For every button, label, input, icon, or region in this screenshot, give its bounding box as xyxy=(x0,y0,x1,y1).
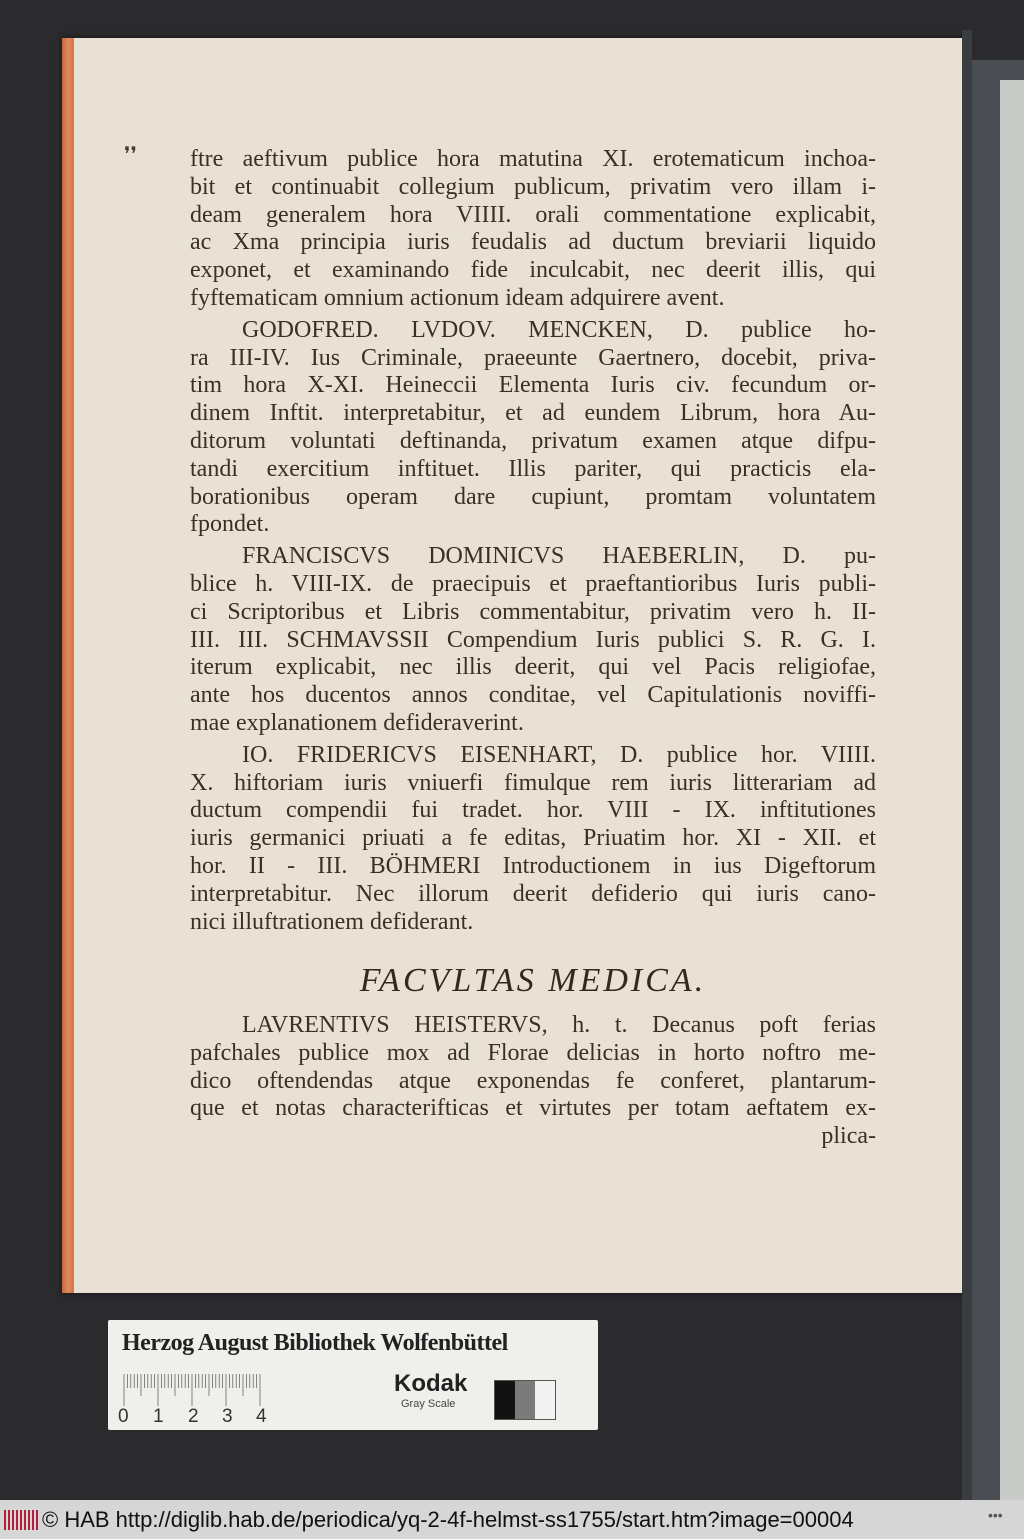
text-line: mae explanationem defideraverint. xyxy=(190,709,524,736)
text-line: tim hora X-XI. Heineccii Elementa Iuris civ. fecundum or- xyxy=(190,372,876,399)
text-line: ci Scriptoribus et Libris commentabitur, privatim vero h. II- xyxy=(190,598,876,625)
text-line: III. III. SCHMAVSSII Compendium Iuris publici S. R. G. I. xyxy=(190,626,876,653)
ruler-number: 3 xyxy=(222,1406,233,1427)
text-line: fyftematicam omnium actionum ideam adquirere avent. xyxy=(190,284,725,311)
page-edge xyxy=(62,38,74,1293)
footer-link[interactable]: © HAB http://diglib.hab.de/periodica/yq-2-4f-helmst-ss1755/start.htm?image=00004 xyxy=(42,1507,854,1532)
text-line: blice h. VIII-IX. de praecipuis et praeftantioribus Iuris publi- xyxy=(190,570,876,597)
text-line: nici illuftrationem defiderant. xyxy=(190,908,474,935)
gray-swatch xyxy=(494,1380,556,1420)
text-line: IO. FRIDERICVS EISENHART, D. publice hor. VIIII. xyxy=(242,741,876,768)
text-line: iuris germanici priuati a fe editas, Priuatim hor. XI - XII. et xyxy=(190,825,876,852)
text-line: tandi exercitium inftituet. Illis pariter, qui practicis ela- xyxy=(190,455,876,482)
text-line: fpondet. xyxy=(190,511,270,538)
text-line: hor. II - III. BÖHMERI Introductionem in ius Digeftorum xyxy=(190,852,876,879)
adjacent-page-edge xyxy=(1000,80,1024,1500)
ruler-number: 1 xyxy=(153,1406,164,1427)
more-icon[interactable]: ••• xyxy=(988,1507,1003,1523)
text-line: FRANCISCVS DOMINICVS HAEBERLIN, D. pu- xyxy=(242,543,876,570)
text-line: borationibus operam dare cupiunt, promtam voluntatem xyxy=(190,483,876,510)
text-line: ditorum voluntati deftinanda, privatum examen atque difpu- xyxy=(190,427,876,454)
text-line: ante hos ducentos annos conditae, vel Capitulationis noviffi- xyxy=(190,682,876,709)
text-line: ductum compendii fui tradet. hor. VIII - IX. inftitutiones xyxy=(190,797,876,824)
kodak-logo: Kodak xyxy=(394,1370,468,1397)
text-line: dico oftendendas atque exponendas fe conferet, plantarum- xyxy=(190,1067,876,1094)
swatch-white xyxy=(535,1381,555,1419)
ruler-number: 2 xyxy=(188,1406,199,1427)
text-line: que et notas characterifticas et virtutes per totam aeftatem ex- xyxy=(190,1095,876,1122)
swatch-gray xyxy=(515,1381,535,1419)
footer-bar xyxy=(0,1500,1024,1539)
body-text-medica xyxy=(190,1012,876,1151)
ruler-scale xyxy=(122,1374,262,1408)
catchword: plica- xyxy=(821,1123,876,1150)
ruler-number: 0 xyxy=(118,1406,129,1427)
ruler-number: 4 xyxy=(256,1406,267,1427)
text-line: pafchales publice mox ad Florae delicias in horto noftro me- xyxy=(190,1039,876,1066)
section-heading: FACVLTAS MEDICA. xyxy=(359,962,707,999)
hab-logo-icon xyxy=(4,1510,38,1530)
gray-scale-label: Gray Scale xyxy=(401,1398,456,1410)
ink-mark: ❜❜ xyxy=(124,144,137,166)
swatch-black xyxy=(495,1381,515,1419)
book-spine-strip xyxy=(962,30,972,1510)
text-line: interpretabitur. Nec illorum deerit defiderio qui iuris cano- xyxy=(190,880,876,907)
text-line: LAVRENTIVS HEISTERVS, h. t. Decanus poft ferias xyxy=(242,1012,876,1038)
text-line: exponet, et examinando fide inculcabit, nec deerit illis, qui xyxy=(190,257,876,284)
text-line: dinem Inftit. interpretabitur, et ad eundem Librum, hora Au- xyxy=(190,400,876,427)
text-line: iterum explicabit, nec illis deerit, qui vel Pacis religiofae, xyxy=(190,654,876,681)
text-line: ac Xma principia iuris feudalis ad ductum breviarii liquido xyxy=(190,229,876,256)
text-line: ftre aeftivum publice hora matutina XI. erotematicum inchoa- xyxy=(190,146,876,172)
text-line: X. hiftoriam iuris vniuerfi fimulque rem iuris litterariam ad xyxy=(190,769,876,796)
text-line: deam generalem hora VIIII. orali commentatione explicabit, xyxy=(190,201,876,228)
text-line: ra III-IV. Ius Criminale, praeeunte Gaertnero, docebit, priva- xyxy=(190,344,876,371)
text-line: bit et continuabit collegium publicum, privatim vero illam i- xyxy=(190,173,876,200)
library-name: Herzog August Bibliothek Wolfenbüttel xyxy=(122,1330,508,1356)
text-line: GODOFRED. LVDOV. MENCKEN, D. publice ho- xyxy=(242,316,876,343)
body-text xyxy=(190,146,876,936)
library-color-card xyxy=(108,1320,598,1430)
